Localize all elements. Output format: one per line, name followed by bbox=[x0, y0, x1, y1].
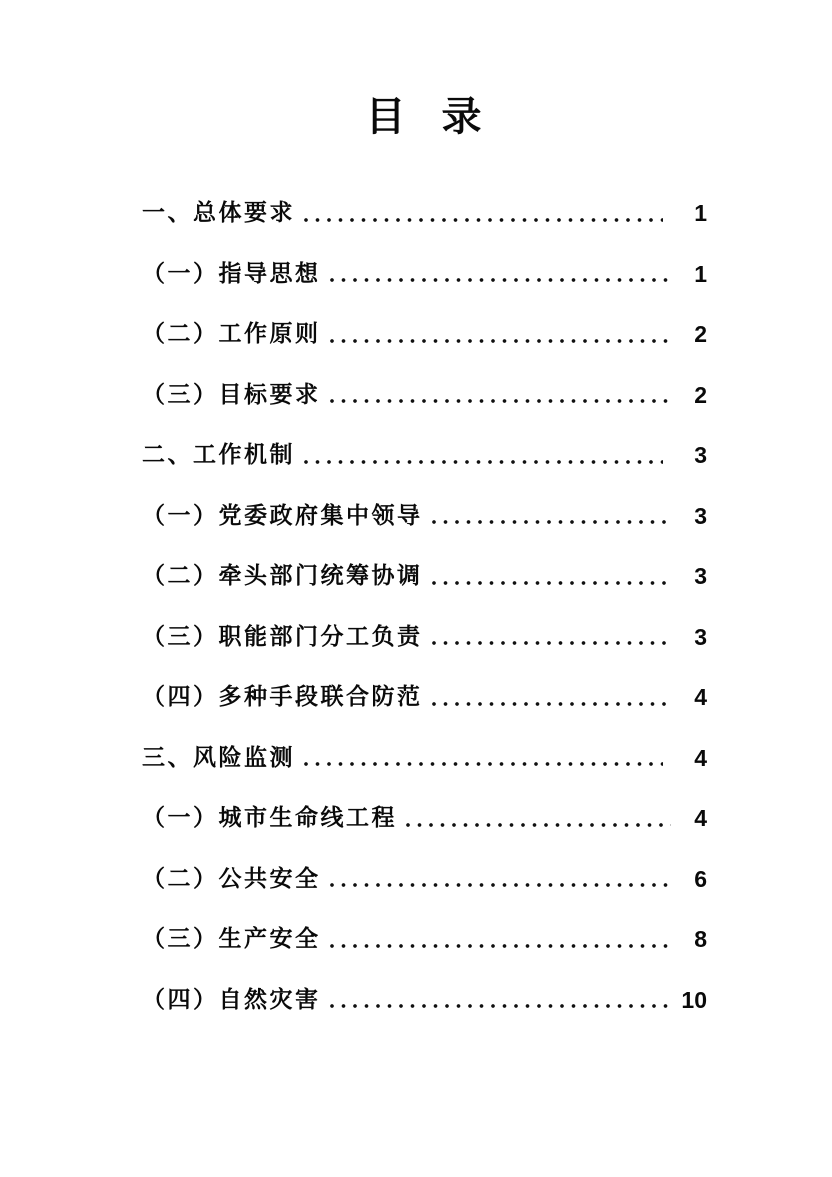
toc-entry[interactable] bbox=[142, 848, 707, 909]
dot-leader bbox=[303, 761, 663, 767]
dot-leader bbox=[431, 580, 672, 586]
toc-entry-label: （一）党委政府集中领导 bbox=[142, 502, 423, 528]
dot-leader bbox=[329, 277, 672, 283]
dot-leader bbox=[329, 1003, 672, 1009]
toc-entry-label: （一）指导思想 bbox=[142, 260, 321, 286]
dot-leader bbox=[431, 519, 672, 525]
toc-entry-label: 一、总体要求 bbox=[142, 200, 295, 226]
toc-list bbox=[142, 182, 707, 1029]
toc-entry-page: 2 bbox=[694, 381, 707, 408]
dot-leader bbox=[329, 398, 672, 404]
toc-entry[interactable] bbox=[142, 727, 707, 788]
toc-entry-label: （二）工作原则 bbox=[142, 321, 321, 347]
toc-entry-page: 4 bbox=[694, 684, 707, 711]
toc-entry-label: （三）生产安全 bbox=[142, 926, 321, 952]
toc-entry[interactable] bbox=[142, 908, 707, 969]
dot-leader bbox=[405, 822, 671, 828]
toc-entry-label: （三）目标要求 bbox=[142, 381, 321, 407]
toc-entry-page: 4 bbox=[694, 805, 707, 832]
dot-leader bbox=[431, 701, 672, 707]
dot-leader bbox=[303, 217, 663, 223]
toc-entry-page: 3 bbox=[694, 623, 707, 650]
toc-entry[interactable] bbox=[142, 969, 707, 1030]
toc-entry-label: （四）自然灾害 bbox=[142, 986, 321, 1012]
dot-leader bbox=[431, 640, 672, 646]
toc-entry[interactable] bbox=[142, 182, 707, 243]
toc-entry[interactable] bbox=[142, 787, 707, 848]
toc-entry-label: （一）城市生命线工程 bbox=[142, 805, 397, 831]
dot-leader bbox=[329, 338, 672, 344]
toc-entry[interactable] bbox=[142, 303, 707, 364]
toc-entry-label: （三）职能部门分工负责 bbox=[142, 623, 423, 649]
toc-entry[interactable] bbox=[142, 243, 707, 304]
toc-entry-page: 10 bbox=[681, 986, 707, 1013]
dot-leader bbox=[329, 882, 672, 888]
toc-entry-label: 二、工作机制 bbox=[142, 442, 295, 468]
toc-entry[interactable] bbox=[142, 485, 707, 546]
toc-entry-page: 6 bbox=[694, 865, 707, 892]
toc-entry-page: 3 bbox=[694, 502, 707, 529]
toc-entry-page: 3 bbox=[694, 563, 707, 590]
toc-entry[interactable] bbox=[142, 606, 707, 667]
document-page bbox=[142, 0, 707, 1177]
dot-leader bbox=[329, 943, 672, 949]
toc-entry-label: （二）公共安全 bbox=[142, 865, 321, 891]
toc-entry-page: 1 bbox=[694, 260, 707, 287]
toc-entry-page: 2 bbox=[694, 321, 707, 348]
toc-entry-page: 4 bbox=[694, 744, 707, 771]
toc-entry-label: （二）牵头部门统筹协调 bbox=[142, 563, 423, 589]
toc-entry-label: 三、风险监测 bbox=[142, 744, 295, 770]
toc-entry[interactable] bbox=[142, 364, 707, 425]
toc-entry[interactable] bbox=[142, 545, 707, 606]
toc-entry-page: 3 bbox=[694, 442, 707, 469]
toc-entry-label: （四）多种手段联合防范 bbox=[142, 684, 423, 710]
page-title: 目 录 bbox=[365, 94, 484, 139]
toc-entry[interactable] bbox=[142, 666, 707, 727]
dot-leader bbox=[303, 459, 663, 465]
toc-entry[interactable] bbox=[142, 424, 707, 485]
toc-entry-page: 8 bbox=[694, 926, 707, 953]
toc-entry-page: 1 bbox=[694, 200, 707, 227]
